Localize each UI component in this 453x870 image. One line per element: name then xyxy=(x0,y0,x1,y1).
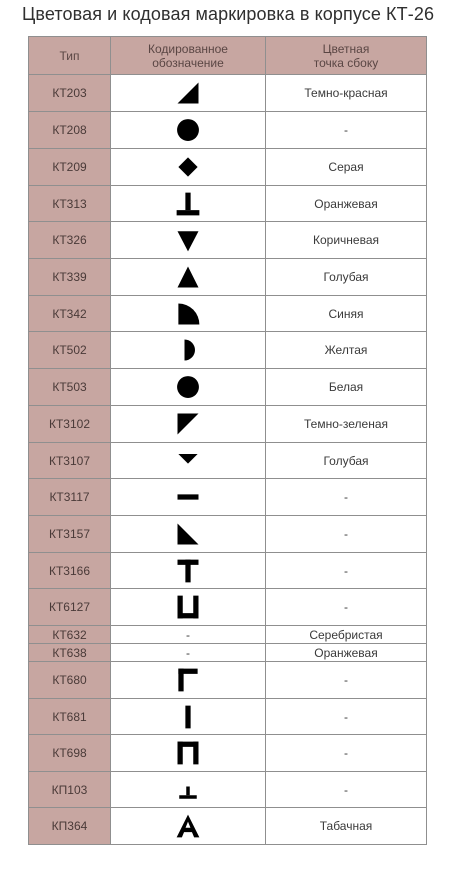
quarter-circle-icon xyxy=(174,300,202,328)
cell-color-dot: Табачная xyxy=(266,808,427,845)
cell-code-mark xyxy=(111,553,266,589)
cell-type: КТ3157 xyxy=(29,516,111,553)
cell-type: КТ502 xyxy=(29,332,111,369)
cell-type: КТ203 xyxy=(29,75,111,112)
marking-table xyxy=(28,36,427,845)
table-row xyxy=(29,406,427,443)
table-row xyxy=(29,332,427,369)
cell-color-dot: - xyxy=(266,479,427,516)
header-code-line2: обозначение xyxy=(152,55,224,70)
cell-color-dot: Серая xyxy=(266,149,427,186)
cell-type: КТ209 xyxy=(29,149,111,186)
cell-type: КП364 xyxy=(29,808,111,845)
dash-icon xyxy=(174,483,202,511)
cell-type: КТ6127 xyxy=(29,589,111,626)
cell-type: КТ208 xyxy=(29,112,111,149)
cell-type: КТ326 xyxy=(29,222,111,259)
cell-type: КТ3107 xyxy=(29,443,111,479)
table-row xyxy=(29,479,427,516)
cell-code-mark xyxy=(111,772,266,808)
cell-code-mark xyxy=(111,222,266,259)
cell-type: КТ680 xyxy=(29,662,111,699)
cell-color-dot: Оранжевая xyxy=(266,186,427,222)
circle-icon xyxy=(174,116,202,144)
cell-type: КТ342 xyxy=(29,296,111,332)
table-row xyxy=(29,259,427,296)
header-code-line1: Кодированное xyxy=(148,41,228,56)
cell-color-dot: - xyxy=(266,516,427,553)
header-code xyxy=(111,37,266,75)
cell-color-dot: Темно-красная xyxy=(266,75,427,112)
cell-code-mark: - xyxy=(111,626,266,644)
cell-color-dot: Темно-зеленая xyxy=(266,406,427,443)
table-row xyxy=(29,112,427,149)
table-row xyxy=(29,735,427,772)
cell-code-mark xyxy=(111,112,266,149)
cell-code-mark xyxy=(111,443,266,479)
triangle-down-icon xyxy=(174,226,202,254)
vertical-bar-icon xyxy=(174,703,202,731)
cell-code-mark xyxy=(111,149,266,186)
cell-type: КТ503 xyxy=(29,369,111,406)
header-type: Тип xyxy=(29,37,111,75)
header-color xyxy=(266,37,427,75)
gamma-shape-icon xyxy=(174,666,202,694)
table-row xyxy=(29,443,427,479)
letter-a-icon xyxy=(174,812,202,840)
cell-code-mark xyxy=(111,296,266,332)
cell-code-mark xyxy=(111,808,266,845)
triangle-up-icon xyxy=(174,263,202,291)
pi-shape-icon xyxy=(174,739,202,767)
cell-color-dot: Желтая xyxy=(266,332,427,369)
cell-color-dot: Коричневая xyxy=(266,222,427,259)
cell-type: КТ313 xyxy=(29,186,111,222)
triangle-lower-right-icon xyxy=(174,79,202,107)
table-row xyxy=(29,662,427,699)
table-row xyxy=(29,186,427,222)
table-row xyxy=(29,75,427,112)
cell-type: КП103 xyxy=(29,772,111,808)
cell-color-dot: Белая xyxy=(266,369,427,406)
table-row xyxy=(29,589,427,626)
table-row xyxy=(29,296,427,332)
cell-color-dot: - xyxy=(266,112,427,149)
cell-code-mark xyxy=(111,332,266,369)
cell-code-mark xyxy=(111,259,266,296)
cell-color-dot: Оранжевая xyxy=(266,644,427,662)
cell-color-dot: Серебристая xyxy=(266,626,427,644)
cell-color-dot: Голубая xyxy=(266,443,427,479)
table-row xyxy=(29,626,427,644)
u-shape-icon xyxy=(174,593,202,621)
table-row xyxy=(29,808,427,845)
table-row xyxy=(29,222,427,259)
cell-code-mark xyxy=(111,699,266,735)
cell-code-mark xyxy=(111,186,266,222)
table-row xyxy=(29,149,427,186)
cell-color-dot: - xyxy=(266,662,427,699)
cell-code-mark xyxy=(111,479,266,516)
page-title: Цветовая и кодовая маркировка в корпусе КТ-26 xyxy=(22,4,435,24)
cell-type: КТ3166 xyxy=(29,553,111,589)
cell-code-mark xyxy=(111,75,266,112)
cell-code-mark xyxy=(111,369,266,406)
cell-code-mark xyxy=(111,662,266,699)
table-row xyxy=(29,772,427,808)
table-header-row xyxy=(29,37,427,75)
cell-color-dot: - xyxy=(266,553,427,589)
small-inverted-t-icon xyxy=(174,776,202,804)
cell-color-dot: - xyxy=(266,735,427,772)
cell-color-dot: Голубая xyxy=(266,259,427,296)
cell-code-mark xyxy=(111,406,266,443)
cell-type: КТ638 xyxy=(29,644,111,662)
cell-type: КТ681 xyxy=(29,699,111,735)
cell-code-mark xyxy=(111,735,266,772)
header-color-line1: Цветная xyxy=(322,41,370,56)
triangle-lower-left-icon xyxy=(174,520,202,548)
cell-color-dot: - xyxy=(266,589,427,626)
cell-color-dot: - xyxy=(266,699,427,735)
cell-type: КТ698 xyxy=(29,735,111,772)
cell-color-dot: Синяя xyxy=(266,296,427,332)
circle-icon xyxy=(174,373,202,401)
diamond-icon xyxy=(174,153,202,181)
cell-type: КТ3102 xyxy=(29,406,111,443)
table-row xyxy=(29,516,427,553)
cell-type: КТ339 xyxy=(29,259,111,296)
table-row xyxy=(29,553,427,589)
triangle-upper-left-icon xyxy=(174,410,202,438)
table-row xyxy=(29,699,427,735)
cell-code-mark: - xyxy=(111,644,266,662)
cell-color-dot: - xyxy=(266,772,427,808)
header-color-line2: точка сбоку xyxy=(313,55,379,70)
cell-code-mark xyxy=(111,516,266,553)
cell-type: КТ3117 xyxy=(29,479,111,516)
half-circle-icon xyxy=(174,336,202,364)
table-row xyxy=(29,369,427,406)
table-row xyxy=(29,644,427,662)
t-shape-icon xyxy=(174,557,202,585)
cell-code-mark xyxy=(111,589,266,626)
small-triangle-down-icon xyxy=(174,447,202,475)
cell-type: КТ632 xyxy=(29,626,111,644)
inverted-t-icon xyxy=(174,190,202,218)
